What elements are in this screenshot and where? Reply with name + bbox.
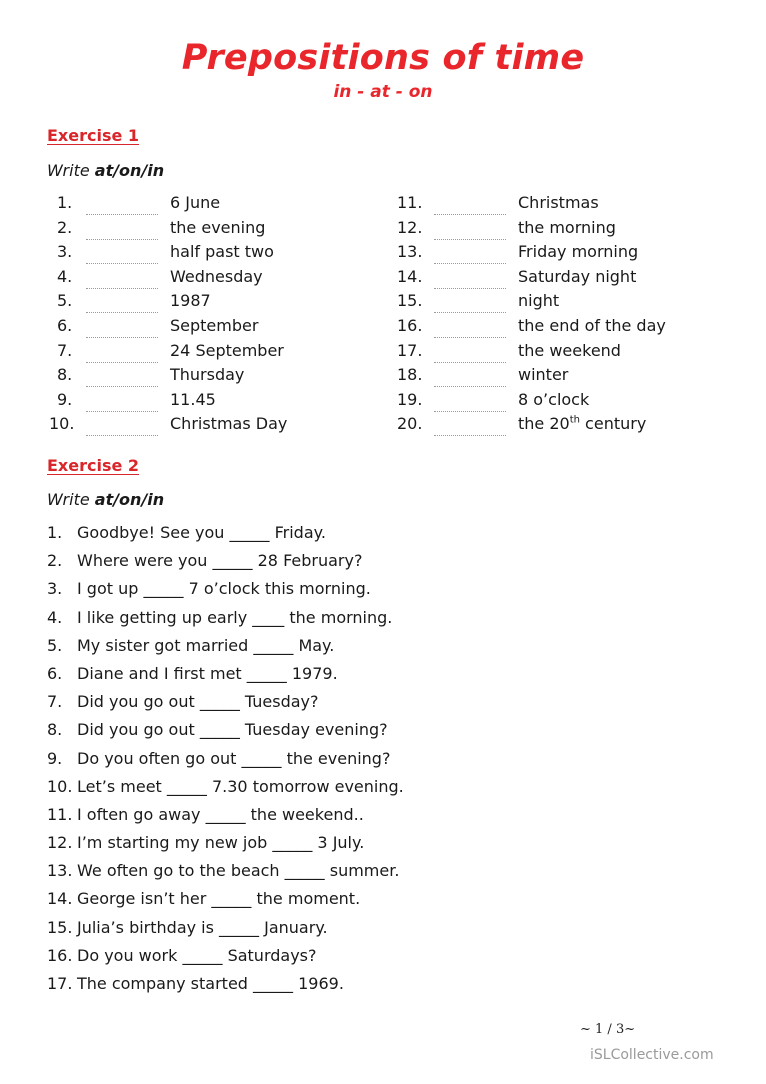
item-text (170, 316, 258, 335)
answer-blank[interactable] (86, 362, 158, 363)
item-text (170, 365, 244, 384)
sentence-text: I like getting up early ____ the morning. (77, 607, 393, 627)
item-number: 15. (47, 917, 73, 937)
item-number: 6. (57, 315, 73, 335)
instruction-options: at/on/in (94, 161, 165, 180)
exercise-2-item (47, 861, 404, 889)
answer-blank[interactable] (86, 386, 158, 387)
item-text (170, 341, 284, 360)
sentence-text: George isn’t her _____ the moment. (77, 889, 361, 909)
item-number: 5. (47, 635, 63, 655)
answer-blank[interactable] (434, 214, 506, 215)
answer-blank[interactable] (434, 288, 506, 289)
item-text (518, 390, 589, 409)
item-text (518, 193, 599, 212)
item-text-main: night (518, 291, 560, 311)
item-number: 9. (47, 748, 63, 768)
page-subtitle: in - at - on (333, 82, 433, 102)
item-text (170, 390, 216, 409)
item-number: 8. (57, 365, 73, 385)
item-number: 3. (57, 242, 73, 262)
item-number: 12. (47, 833, 73, 853)
sentence-text: The company started _____ 1969. (77, 974, 344, 993)
exercise-2-item (47, 692, 404, 720)
sentence-text: Diane and I first met _____ 1979. (77, 663, 338, 683)
answer-blank[interactable] (434, 263, 506, 264)
item-number: 16. (397, 315, 423, 335)
exercise-2-item (47, 720, 404, 748)
item-number: 11. (397, 193, 423, 212)
sentence-text: I got up _____ 7 o’clock this morning. (77, 579, 371, 599)
item-number: 13. (47, 861, 73, 881)
exercise-2-item (47, 579, 404, 607)
answer-blank[interactable] (86, 337, 158, 338)
item-number: 11. (47, 804, 73, 824)
exercise-2-item (47, 889, 404, 917)
exercise-2-item (47, 833, 404, 861)
exercise-2-item (47, 749, 404, 777)
item-number: 6. (47, 663, 63, 683)
item-text-main: 24 September (170, 340, 284, 360)
item-number: 2. (57, 217, 73, 237)
answer-blank[interactable] (434, 362, 506, 363)
item-number: 17. (397, 340, 423, 360)
exercise-2-heading: Exercise 2 (47, 456, 140, 475)
exercise-2-item (47, 918, 404, 946)
answer-blank[interactable] (434, 435, 506, 436)
instruction-options: at/on/in (94, 490, 165, 509)
sentence-text: Julia’s birthday is _____ January. (77, 917, 328, 937)
exercise-2-list (47, 523, 404, 1002)
instruction-prefix: Write (47, 161, 95, 180)
item-number: 14. (397, 266, 423, 286)
item-number: 20. (397, 414, 423, 434)
exercise-2-item (47, 805, 404, 833)
exercise-1-heading: Exercise 1 (47, 126, 140, 145)
page-title: Prepositions of time (181, 38, 585, 78)
item-number: 15. (397, 291, 423, 311)
exercise-1-instruction (47, 161, 164, 180)
item-number: 8. (47, 720, 63, 740)
item-number: 14. (47, 889, 73, 909)
item-text (518, 267, 636, 286)
item-text-main: Wednesday (170, 266, 263, 286)
item-number: 16. (47, 945, 73, 965)
sentence-text: Did you go out _____ Tuesday evening? (77, 720, 388, 740)
sentence-text: My sister got married _____ May. (77, 635, 335, 655)
item-text (518, 316, 666, 335)
answer-blank[interactable] (86, 312, 158, 313)
answer-blank[interactable] (434, 411, 506, 412)
answer-blank[interactable] (86, 411, 158, 412)
exercise-2-item (47, 946, 404, 974)
answer-blank[interactable] (86, 288, 158, 289)
exercise-2-item (47, 777, 404, 805)
instruction-prefix: Write (47, 490, 95, 509)
item-number: 18. (397, 365, 423, 385)
item-text (170, 414, 287, 433)
item-text (518, 365, 568, 384)
item-text-main: half past two (170, 242, 274, 262)
item-number: 4. (47, 607, 63, 627)
item-number: 1. (47, 523, 63, 542)
exercise-2-item (47, 636, 404, 664)
item-text-main: Friday morning (518, 242, 639, 262)
item-number: 2. (47, 551, 63, 571)
sentence-text: Let’s meet _____ 7.30 tomorrow evening. (77, 776, 404, 796)
item-number: 10. (49, 414, 75, 434)
item-text-main: Christmas (518, 193, 599, 212)
item-text (170, 291, 211, 310)
sentence-text: Do you work _____ Saturdays? (77, 945, 317, 965)
item-text-superscript: th (569, 415, 580, 427)
item-text (170, 218, 265, 237)
item-number: 7. (47, 692, 63, 712)
item-number: 13. (397, 242, 423, 262)
item-text-main: 1987 (170, 291, 211, 311)
item-number: 4. (57, 266, 73, 286)
item-text-main: winter (518, 365, 569, 385)
answer-blank[interactable] (86, 214, 158, 215)
item-number: 19. (397, 389, 423, 409)
item-text-main: 11.45 (170, 389, 216, 409)
exercise-2-item (47, 608, 404, 636)
item-text-main: the weekend (518, 340, 621, 360)
item-number: 5. (57, 291, 73, 311)
item-text (518, 414, 646, 433)
item-number: 12. (397, 217, 423, 237)
item-text-main: Saturday night (518, 266, 637, 286)
sentence-text: Goodbye! See you _____ Friday. (77, 523, 326, 542)
item-text (518, 291, 559, 310)
sentence-text: Where were you _____ 28 February? (77, 551, 363, 571)
item-text (170, 242, 274, 261)
exercise-2-item (47, 523, 404, 551)
answer-blank[interactable] (86, 263, 158, 264)
item-number: 7. (57, 340, 73, 360)
answer-blank[interactable] (434, 239, 506, 240)
item-text (170, 193, 220, 212)
item-number: 1. (57, 193, 73, 212)
answer-blank[interactable] (86, 435, 158, 436)
item-text (518, 242, 638, 261)
item-text-main: 6 June (170, 193, 221, 212)
exercise-2-item (47, 551, 404, 579)
item-number: 9. (57, 389, 73, 409)
item-text-main: the end of the day (518, 315, 666, 335)
item-text-main: the morning (518, 217, 616, 237)
item-text (518, 341, 621, 360)
answer-blank[interactable] (86, 239, 158, 240)
sentence-text: I’m starting my new job _____ 3 July. (77, 833, 365, 853)
exercise-2-item (47, 974, 404, 1002)
answer-blank[interactable] (434, 337, 506, 338)
sentence-text: I often go away _____ the weekend.. (77, 804, 364, 824)
item-text-main: the 20 (518, 414, 570, 434)
item-text-main: Thursday (170, 365, 245, 385)
item-number: 10. (47, 776, 73, 796)
sentence-text: Did you go out _____ Tuesday? (77, 692, 319, 712)
page-number: ~ 1 / 3~ (580, 1022, 636, 1037)
watermark: iSLCollective.com (590, 1047, 714, 1063)
answer-blank[interactable] (434, 312, 506, 313)
sentence-text: Do you often go out _____ the evening? (77, 748, 391, 768)
item-text-after: century (579, 414, 647, 434)
item-text-main: the evening (170, 217, 266, 237)
item-text-main: September (170, 315, 259, 335)
item-text-main: 8 o’clock (518, 389, 590, 409)
exercise-2-instruction (47, 490, 164, 509)
item-text (518, 218, 616, 237)
item-text (170, 267, 263, 286)
answer-blank[interactable] (434, 386, 506, 387)
sentence-text: We often go to the beach _____ summer. (77, 861, 400, 881)
exercise-2-item (47, 664, 404, 692)
item-number: 17. (47, 974, 73, 993)
item-text-main: Christmas Day (170, 414, 288, 434)
item-number: 3. (47, 579, 63, 599)
